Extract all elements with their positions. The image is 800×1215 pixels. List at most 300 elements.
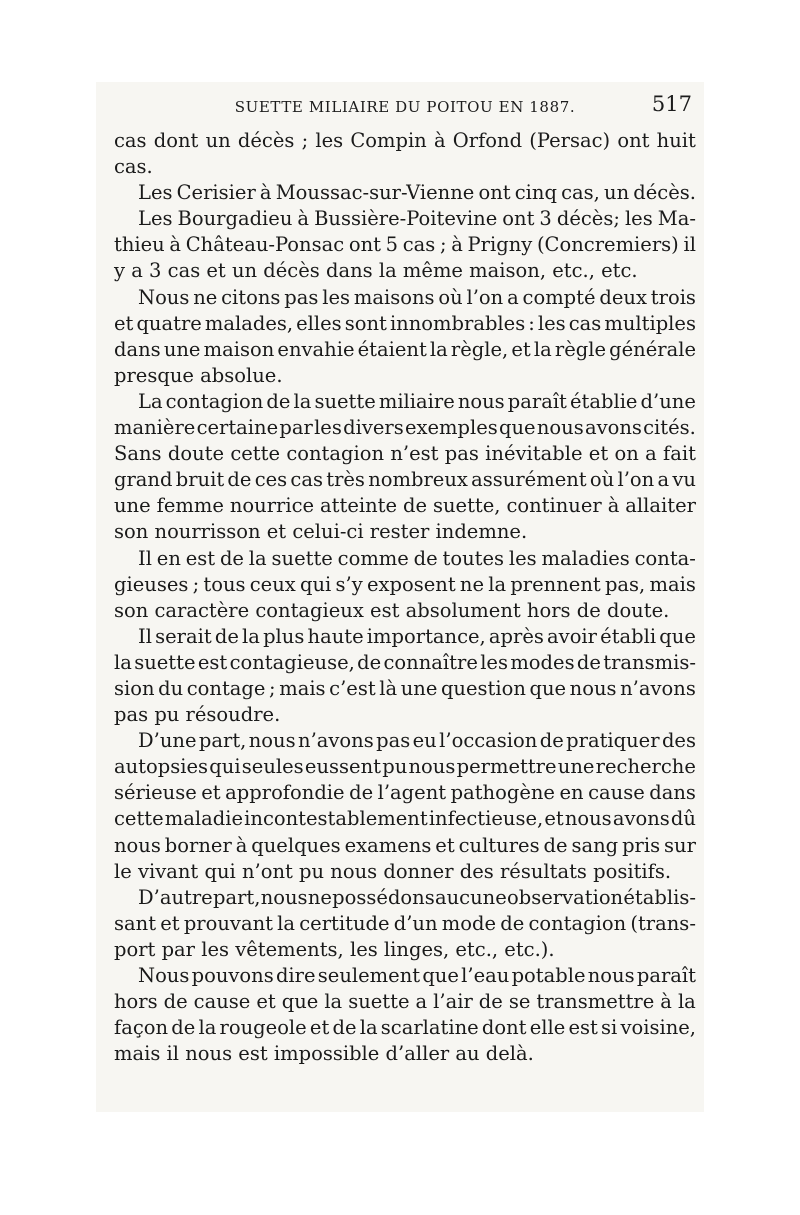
word: ces: [254, 468, 288, 492]
word: (trans-: [630, 911, 696, 935]
word: d’une: [640, 389, 696, 413]
text-line: [114, 258, 696, 284]
word: sérieuse: [114, 781, 197, 805]
word: à: [235, 833, 248, 857]
word: la: [533, 337, 552, 361]
word: a: [507, 285, 519, 309]
word: où: [438, 285, 463, 309]
word: pratiquer: [566, 729, 660, 753]
word: permettre: [456, 755, 557, 779]
word: ont: [617, 129, 650, 152]
word: atteinte: [320, 494, 398, 518]
text-line: [114, 546, 696, 572]
word: de: [332, 1016, 357, 1040]
word: de: [576, 650, 601, 674]
text-line: [114, 572, 696, 598]
word: la: [277, 911, 296, 935]
word: elles: [296, 311, 342, 335]
word: générale: [609, 337, 696, 361]
word: suette,: [432, 494, 501, 518]
word: à: [451, 233, 463, 257]
word: avons: [612, 807, 670, 831]
word: huit: [656, 129, 696, 152]
word: et: [309, 1016, 330, 1040]
word: que: [422, 964, 459, 987]
word: qui: [209, 755, 241, 779]
word: Compin: [350, 129, 427, 152]
text-line: [114, 754, 696, 780]
text-line: [114, 311, 696, 337]
word: se: [508, 990, 531, 1014]
word: Prigny: [467, 233, 533, 257]
line-text: cas.: [114, 155, 153, 179]
word: avons: [584, 416, 642, 440]
word: incontestablement: [244, 807, 428, 831]
text-line: [114, 885, 696, 911]
word: pathogène: [450, 781, 555, 805]
word: ne: [193, 285, 218, 309]
word: en: [559, 781, 584, 805]
text-line: [114, 937, 696, 963]
word: D’autre: [138, 885, 213, 909]
word: nous: [569, 676, 617, 700]
word: assurément: [471, 468, 587, 492]
word: manière: [114, 416, 196, 440]
word: dans: [649, 781, 696, 805]
word: un: [604, 181, 630, 205]
text-line: [114, 441, 696, 467]
word: Sans: [114, 442, 162, 466]
word: pas: [444, 442, 479, 466]
word: sont: [344, 311, 387, 335]
word: suette: [271, 546, 333, 570]
word: observation: [507, 885, 624, 909]
word: maladies: [541, 546, 630, 570]
word: examens: [344, 833, 432, 857]
word: ont: [502, 207, 535, 231]
word: thieu: [114, 233, 165, 257]
word: de: [171, 1016, 196, 1040]
word: Moussac-sur-Vienne: [275, 181, 475, 205]
word: les: [322, 285, 351, 309]
word: façon: [114, 1016, 169, 1040]
word: un: [205, 129, 231, 152]
text-line: [114, 363, 696, 389]
word: la: [293, 389, 312, 413]
word: établis-: [623, 885, 696, 909]
word: approfondie: [225, 781, 345, 805]
word: Cerisier: [176, 181, 256, 205]
word: la: [324, 990, 343, 1014]
text-line: [114, 780, 696, 806]
word: et: [256, 990, 276, 1014]
word: de: [214, 624, 239, 648]
word: inévitable: [485, 442, 583, 466]
word: nous: [564, 807, 612, 831]
line-text: le vivant qui n’ont pu nous donner des résultats positifs.: [114, 859, 672, 883]
word: maladie: [164, 807, 244, 831]
word: a: [645, 442, 657, 466]
word: modes: [510, 650, 575, 674]
word: établie: [569, 389, 638, 413]
word: seules: [241, 755, 304, 779]
word: ne: [459, 572, 484, 596]
word: divers: [343, 416, 404, 440]
word: et: [511, 337, 531, 361]
word: contage: [186, 676, 266, 700]
word: une: [557, 755, 595, 779]
word: de: [413, 546, 438, 570]
word: et: [160, 911, 180, 935]
word: décès.: [633, 181, 696, 205]
word: Nous: [138, 285, 190, 309]
word: multiples: [604, 311, 696, 335]
word: la: [248, 546, 267, 570]
text-line: [114, 285, 696, 311]
word: est: [568, 1016, 598, 1040]
word: l’on: [466, 285, 504, 309]
word: contagion: [165, 389, 264, 413]
word: ceux: [249, 572, 296, 596]
word: dû: [670, 807, 696, 831]
word: et: [435, 833, 455, 857]
word: n’avons: [298, 729, 374, 753]
word: Il: [138, 624, 152, 648]
word: toutes: [442, 546, 505, 570]
word: il: [683, 233, 696, 257]
text-line: [114, 519, 696, 545]
word: nous: [408, 755, 456, 779]
word: potable: [511, 964, 586, 987]
word: maisons: [353, 285, 435, 309]
word: serait: [155, 624, 212, 648]
word: les: [315, 129, 344, 152]
word: autopsies: [114, 755, 209, 779]
line-text: son caractère contagieux est absolument hors de doute.: [114, 598, 670, 622]
word: connaître: [383, 650, 478, 674]
word: c’est: [329, 676, 376, 700]
word: nombreux: [368, 468, 468, 492]
word: cause: [193, 990, 251, 1014]
text-line: [114, 206, 696, 232]
word: Les: [138, 181, 173, 205]
text-line: [114, 1015, 696, 1041]
word: 3: [539, 207, 552, 231]
word: à: [297, 207, 310, 231]
word: certitude: [299, 911, 390, 935]
word: hors: [114, 990, 158, 1014]
word: nous: [457, 389, 505, 413]
word: nous: [248, 729, 296, 753]
word: de: [500, 911, 525, 935]
word: à: [259, 181, 272, 205]
word: sion: [114, 676, 155, 700]
running-title: SUETTE MILIAIRE DU POITOU EN 1887.: [234, 98, 576, 116]
word: innombrables: [389, 311, 526, 335]
word: deux: [599, 285, 647, 309]
word: une: [163, 337, 201, 361]
word: où: [589, 468, 615, 492]
word: (Concremiers): [536, 233, 679, 257]
word: cette: [114, 807, 164, 831]
word: compté: [522, 285, 596, 309]
word: décès;: [556, 207, 620, 231]
word: voisine,: [620, 1016, 696, 1040]
line-text: pas pu résoudre.: [114, 703, 281, 727]
word: que: [529, 676, 567, 700]
word: 5: [385, 233, 399, 257]
word: cas: [402, 233, 436, 257]
word: trois: [650, 285, 696, 309]
word: transmettre: [536, 990, 655, 1014]
word: Ma-: [657, 207, 696, 231]
word: par: [279, 416, 313, 440]
word: part,: [198, 729, 247, 753]
word: est: [197, 650, 228, 674]
word: maison: [203, 337, 275, 361]
text-line: [114, 728, 696, 754]
text-line: [114, 963, 696, 989]
text-line: [114, 128, 696, 154]
page-number: 517: [651, 92, 692, 116]
word: cas: [290, 468, 323, 492]
word: ;: [192, 572, 200, 596]
word: sang: [571, 833, 619, 857]
page-header: [114, 92, 696, 126]
text-line: [114, 337, 696, 363]
word: ne: [307, 885, 332, 909]
text-line: [114, 154, 696, 180]
word: à: [660, 990, 672, 1014]
word: comme: [337, 546, 409, 570]
word: l’eau: [461, 964, 510, 987]
word: cas: [114, 129, 147, 152]
word: suette: [348, 990, 410, 1014]
word: miliaire: [378, 389, 455, 413]
word: contagion: [286, 442, 385, 466]
word: nourrice: [229, 494, 315, 518]
word: mode: [441, 911, 497, 935]
word: recherche: [595, 755, 696, 779]
word: n’avons: [620, 676, 696, 700]
word: l’on: [617, 468, 655, 492]
word: à: [169, 233, 182, 257]
word: et: [544, 807, 564, 831]
text-line: [114, 1041, 696, 1067]
word: sant: [114, 911, 157, 935]
word: les: [624, 207, 653, 231]
word: de: [357, 650, 382, 674]
word: s’y: [335, 572, 363, 596]
word: règle,: [450, 337, 509, 361]
word: certaine: [196, 416, 279, 440]
word: :: [528, 311, 535, 335]
word: la: [114, 650, 132, 674]
text-line: [114, 989, 696, 1015]
word: exemples: [404, 416, 498, 440]
word: des: [661, 729, 696, 753]
word: prennent: [510, 572, 601, 596]
word: question: [440, 676, 526, 700]
word: pas: [376, 729, 411, 753]
word: suette: [314, 389, 376, 413]
word: aucune: [435, 885, 507, 909]
word: nous: [587, 964, 635, 987]
text-line: [114, 180, 696, 206]
word: contagion: [528, 911, 627, 935]
word: mais: [649, 572, 696, 596]
word: l’occasion: [439, 729, 538, 753]
word: de: [227, 468, 252, 492]
word: grand: [114, 468, 173, 492]
word: importance,: [366, 624, 486, 648]
word: en: [156, 546, 181, 570]
word: seulement: [317, 964, 421, 987]
word: a: [657, 468, 670, 492]
word: de: [402, 494, 428, 518]
word: pas,: [604, 572, 646, 596]
word: de: [539, 729, 564, 753]
word: avoir: [547, 624, 597, 648]
word: nous: [536, 416, 584, 440]
word: les: [480, 650, 508, 674]
line-text: son nourrisson et celui-ci rester indemne.: [114, 520, 528, 544]
word: après: [488, 624, 544, 648]
word: l’air: [433, 990, 473, 1014]
word: la: [359, 1016, 378, 1040]
word: allaiter: [625, 494, 696, 518]
word: et: [201, 781, 221, 805]
text-line: [114, 624, 696, 650]
word: cinq: [514, 181, 557, 205]
word: pouvons: [191, 964, 274, 987]
word: du: [158, 676, 184, 700]
word: et: [588, 442, 609, 466]
word: de: [219, 546, 244, 570]
word: citons: [221, 285, 281, 309]
word: D’une: [138, 729, 197, 753]
word: part,: [212, 885, 261, 909]
body-text: [114, 128, 696, 1067]
text-line: [114, 389, 696, 415]
word: ont: [478, 181, 511, 205]
word: si: [601, 1016, 618, 1040]
word: de: [349, 781, 374, 805]
word: à: [433, 129, 446, 152]
word: nous: [260, 885, 308, 909]
word: que: [659, 624, 696, 648]
word: la: [488, 572, 507, 596]
text-line: [114, 833, 696, 859]
line-text: mais il nous est impossible d’aller au delà.: [114, 1042, 534, 1066]
word: d’un: [393, 911, 438, 935]
word: La: [138, 389, 163, 413]
word: nous: [114, 833, 161, 857]
word: les: [314, 416, 342, 440]
word: Orfond: [452, 129, 523, 152]
word: que: [281, 990, 319, 1014]
word: envahie: [277, 337, 355, 361]
word: bruit: [175, 468, 225, 492]
word: de: [478, 990, 503, 1014]
word: décès: [237, 129, 295, 152]
text-line: [114, 859, 696, 885]
text-line: [114, 806, 696, 832]
word: la: [242, 624, 260, 648]
word: de: [266, 389, 291, 413]
word: établi: [600, 624, 657, 648]
word: n’est: [390, 442, 439, 466]
word: là: [379, 676, 398, 700]
word: pris: [622, 833, 661, 857]
word: étaient: [357, 337, 427, 361]
word: continuer: [506, 494, 602, 518]
word: fait: [663, 442, 696, 466]
word: a: [415, 990, 428, 1014]
word: ;: [269, 676, 276, 700]
word: rougeole: [219, 1016, 307, 1040]
word: Bourgadieu: [177, 207, 293, 231]
text-line: [114, 911, 696, 937]
word: haute: [307, 624, 364, 648]
word: la: [429, 337, 448, 361]
word: cas: [568, 311, 602, 335]
line-text: port par les vêtements, les linges, etc., etc.).: [114, 937, 555, 961]
word: très: [326, 468, 365, 492]
word: quatre: [136, 311, 202, 335]
word: prouvant: [183, 911, 273, 935]
word: mais: [279, 676, 326, 700]
word: conta-: [634, 546, 696, 570]
word: dont: [153, 129, 199, 152]
word: tous: [203, 572, 246, 596]
word: et: [114, 311, 134, 335]
word: sur: [664, 833, 696, 857]
line-text: presque absolue.: [114, 363, 283, 387]
word: plus: [263, 624, 305, 648]
word: borner: [164, 833, 232, 857]
text-line: [114, 702, 696, 728]
word: l’agent: [377, 781, 447, 805]
word: doute: [167, 442, 225, 466]
word: dire: [275, 964, 316, 987]
text-line: [114, 493, 696, 519]
word: exposent: [366, 572, 456, 596]
word: ont: [348, 233, 381, 257]
word: pas: [284, 285, 319, 309]
word: suette: [134, 650, 196, 674]
word: cause: [588, 781, 645, 805]
word: cas,: [561, 181, 600, 205]
word: cette: [230, 442, 281, 466]
word: les: [508, 546, 537, 570]
word: quelques: [251, 833, 341, 857]
word: pu: [382, 755, 408, 779]
word: dont: [481, 1016, 527, 1040]
word: gieuses: [114, 572, 189, 596]
word: de: [543, 833, 568, 857]
word: scarlatine: [380, 1016, 479, 1040]
word: contagieuse,: [229, 650, 355, 674]
word: une: [114, 494, 151, 518]
word: Les: [138, 207, 173, 231]
word: on: [614, 442, 639, 466]
word: dans: [114, 337, 161, 361]
word: femme: [156, 494, 224, 518]
word: ;: [439, 233, 447, 257]
word: malades,: [204, 311, 294, 335]
word: à: [607, 494, 620, 518]
